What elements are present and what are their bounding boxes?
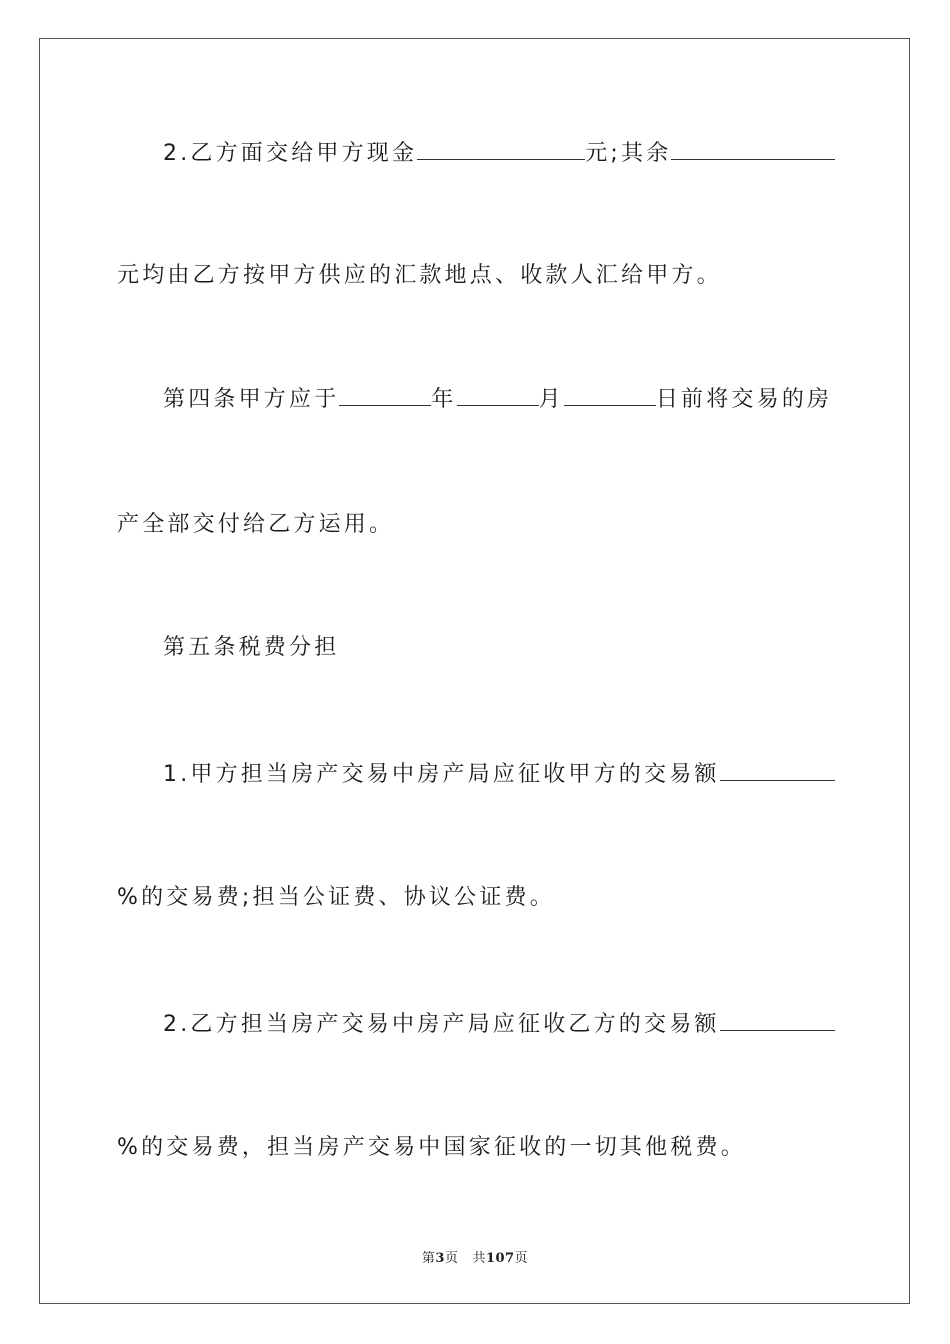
- footer-total-number: 107: [485, 1251, 515, 1266]
- text-remittance: 元均由乙方按甲方供应的汇款地点、收款人汇给甲方。: [117, 263, 722, 288]
- text-party-b-fees: %的交易费，担当房产交易中国家征收的一切其他税费。: [117, 1135, 746, 1160]
- footer-page-prefix: 第: [421, 1251, 436, 1266]
- blank-cash-amount[interactable]: [417, 139, 585, 160]
- text-party-a-fees: %的交易费;担当公证费、协议公证费。: [117, 885, 555, 910]
- paragraph-party-b-tax: [117, 1010, 835, 1039]
- paragraph-party-b-fees: [117, 1134, 835, 1162]
- text-handover: 产全部交付给乙方运用。: [117, 512, 395, 537]
- footer-total-suffix: 页: [514, 1251, 529, 1266]
- blank-party-b-rate[interactable]: [720, 1010, 835, 1031]
- text-party-b-tax: 2.乙方担当房产交易中房产局应征收乙方的交易额: [163, 1012, 720, 1037]
- text-cash-payment: 2.乙方面交给甲方现金: [163, 141, 418, 166]
- page-footer: [0, 1247, 950, 1266]
- paragraph-payment-cash: [117, 139, 835, 168]
- heading-article-five: [117, 634, 835, 662]
- paragraph-party-a-tax: [117, 760, 835, 789]
- text-month: 月: [538, 387, 564, 412]
- blank-day[interactable]: [564, 385, 656, 406]
- text-year: 年: [431, 387, 457, 412]
- text-article-four-end: 日前将交易的房: [655, 387, 833, 412]
- footer-page-number: 3: [435, 1251, 445, 1266]
- text-article-four-start: 第四条甲方应于: [163, 387, 340, 412]
- footer-total-prefix: 共: [472, 1251, 486, 1266]
- text-remainder: 元;其余: [585, 141, 672, 166]
- paragraph-article-four: [117, 385, 835, 414]
- blank-year[interactable]: [339, 385, 431, 406]
- blank-month[interactable]: [457, 385, 539, 406]
- paragraph-party-a-fees: [117, 884, 835, 912]
- blank-remainder-amount[interactable]: [671, 139, 835, 160]
- page-border: [39, 38, 910, 1304]
- blank-party-a-rate[interactable]: [720, 760, 835, 781]
- paragraph-remittance: [117, 262, 835, 290]
- footer-page-suffix: 页: [444, 1251, 459, 1266]
- text-party-a-tax: 1.甲方担当房产交易中房产局应征收甲方的交易额: [163, 762, 720, 787]
- text-article-five: 第五条税费分担: [163, 635, 340, 660]
- paragraph-handover: [117, 511, 835, 539]
